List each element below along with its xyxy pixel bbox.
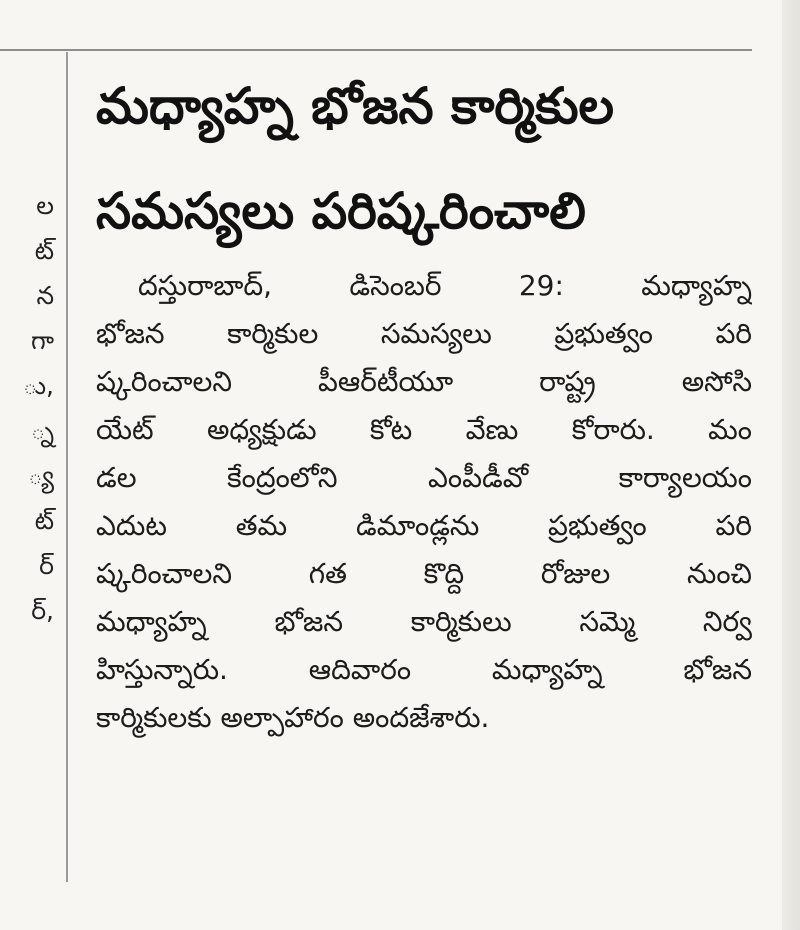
- top-divider: [0, 49, 752, 51]
- left-fragment: ్న: [30, 416, 54, 445]
- left-fragment: ు,: [22, 371, 54, 400]
- article-line-last: కార్మికులకు అల్పాహారం అందజేశారు.: [96, 701, 490, 734]
- left-fragment: న: [36, 281, 54, 310]
- left-fragment: ర్,: [31, 596, 54, 625]
- article-line: ష్కరించాలని గత కొద్ది రోజుల నుంచి: [96, 557, 752, 590]
- headline-line-1: మధ్యాహ్న భోజన కార్మికుల: [96, 77, 614, 135]
- article-body: [96, 262, 752, 742]
- left-fragment: ్య: [28, 461, 54, 490]
- article-line: భోజన కార్మికుల సమస్యలు ప్రభుత్వం పరి: [96, 317, 752, 350]
- left-fragment: ల: [36, 191, 54, 220]
- article-line: ఎదుట తమ డిమాండ్లను ప్రభుత్వం పరి: [96, 509, 752, 542]
- article-line: డల కేంద్రంలోని ఎంపీడీవో కార్యాలయం: [96, 461, 752, 494]
- left-column-fragments: [0, 183, 60, 633]
- left-fragment: ట్: [34, 236, 54, 265]
- article-line: యేట్ అధ్యక్షుడు కోట వేణు కోరారు. మం: [96, 413, 752, 446]
- article-line: దస్తురాబాద్, డిసెంబర్ 29: మధ్యాహ్న: [138, 269, 752, 302]
- left-fragment: గా: [30, 326, 54, 355]
- article-line: హిస్తున్నారు. ఆదివారం మధ్యాహ్న భోజన: [96, 653, 752, 686]
- headline-line-2: సమస్యలు పరిష్కరించాలి: [96, 182, 586, 240]
- column-divider: [66, 52, 68, 882]
- page-edge: [782, 0, 800, 930]
- article-line: మధ్యాహ్న భోజన కార్మికులు సమ్మె నిర్వ: [96, 605, 752, 638]
- left-fragment: ట్: [34, 506, 54, 535]
- article-line: ష్కరించాలని పీఆర్‌టీయూ రాష్ట్ర అసోసి: [96, 365, 752, 398]
- left-fragment: ర్: [39, 551, 54, 580]
